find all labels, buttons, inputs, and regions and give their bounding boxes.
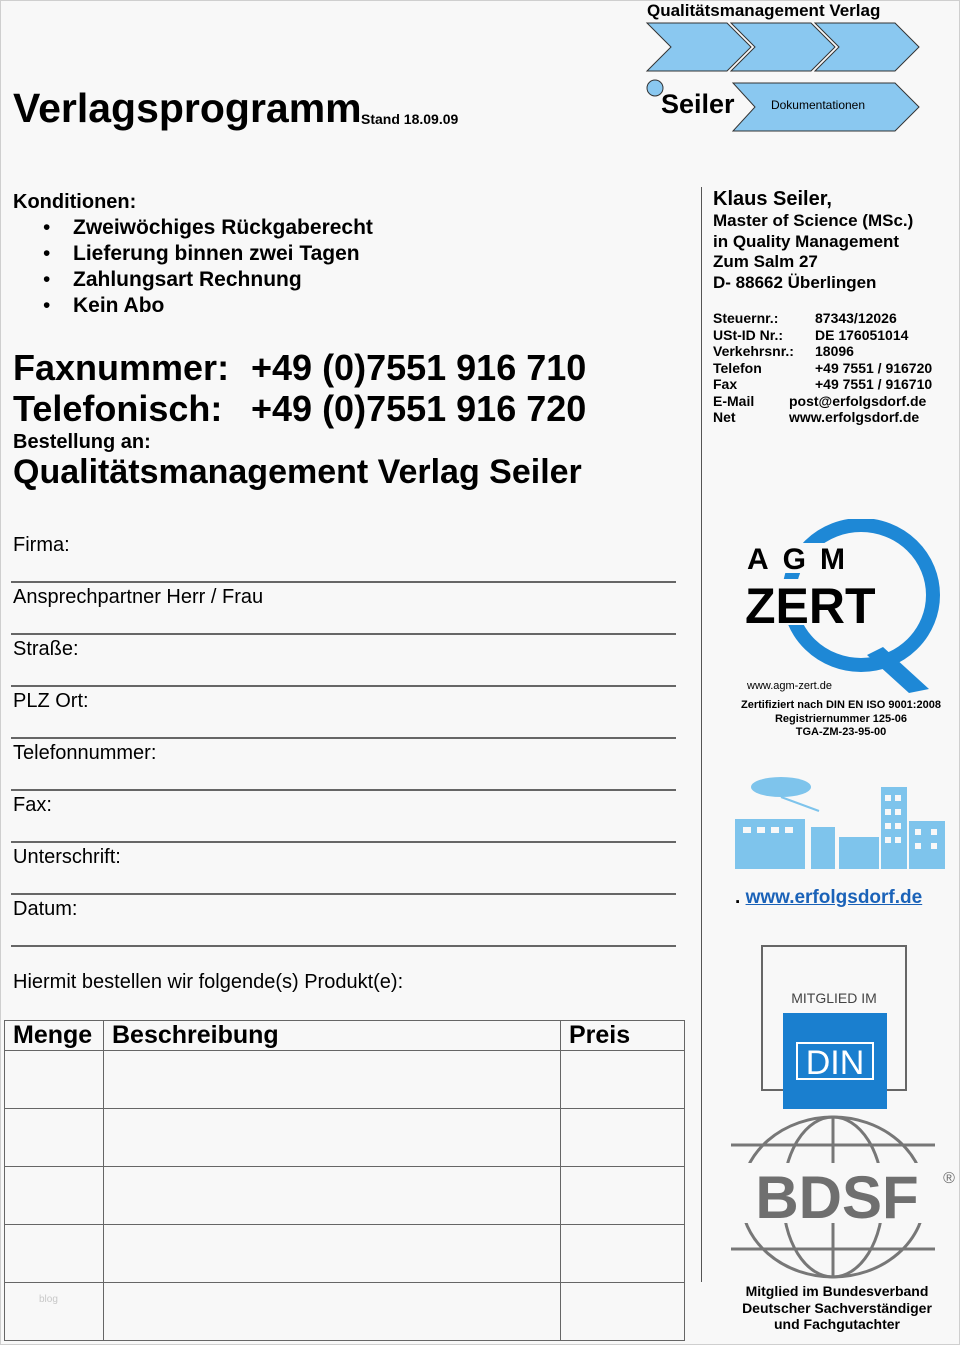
field-label: PLZ Ort: [13,690,89,712]
cert-line: TGA-ZM-23-95-00 [795,726,887,738]
price-cell[interactable] [561,1225,685,1283]
company-info [713,310,933,426]
svg-text:BDSF: BDSF [755,1164,919,1231]
info-label: E-Mail [713,392,755,409]
table-row [5,1283,685,1341]
conditions-section [13,189,373,319]
info-row [713,392,927,410]
info-value: DE 176051014 [815,326,909,343]
description-cell[interactable] [104,1283,561,1341]
table-row [5,1109,685,1167]
brand-logo [641,1,941,141]
quantity-cell[interactable] [5,1167,104,1225]
table-row [5,1167,685,1225]
col-menge: Menge [5,1021,104,1051]
svg-text:DIN: DIN [805,1044,865,1082]
erfolgsdorf-city-graphic [735,771,947,881]
table-header-row [5,1021,685,1051]
price-cell[interactable] [561,1051,685,1109]
field-label: Datum: [13,898,78,920]
fax-row [13,347,586,389]
col-beschreibung: Beschreibung [104,1021,561,1051]
quantity-cell[interactable] [5,1109,104,1167]
info-label: Verkehrsnr.: [713,343,794,359]
phone-number: +49 (0)7551 916 720 [251,388,587,429]
bdsf-caption-line: Mitglied im Bundesverband [745,1283,929,1299]
order-intro: Hiermit bestellen wir folgende(s) Produkt(e): [13,971,404,993]
info-label: Fax [713,376,738,392]
bdsf-caption-line: Deutscher Sachverständiger [742,1299,932,1316]
info-label: Net [713,409,736,425]
quantity-cell[interactable] [5,1051,104,1109]
condition-item: • Lieferung binnen zwei Tagen [73,241,373,267]
table-row [5,1225,685,1283]
info-label: USt-ID Nr.: [713,326,783,343]
city-skyline-icon [735,771,947,881]
table-row [5,1051,685,1109]
svg-text:www.agm-zert.de: www.agm-zert.de [747,680,832,692]
doc-label: Dokumentationen [770,98,866,112]
field-label: Ansprechpartner Herr / Frau [13,586,264,608]
quantity-cell[interactable] [5,1225,104,1283]
fax-number: +49 (0)7551 916 710 [251,347,587,388]
phone-field[interactable] [11,737,676,791]
info-value: post@erfolgsdorf.de [789,392,927,409]
field-label: Fax: [13,794,52,816]
din-logo-graphic [761,945,907,1111]
field-label: Unterschrift: [13,846,121,868]
agm-certification [721,699,960,740]
svg-text:AGM: AGM [747,543,859,576]
description-cell[interactable] [104,1051,561,1109]
info-row [713,409,920,426]
info-row [713,326,909,344]
street-field[interactable] [11,633,676,687]
info-row [713,310,897,327]
info-value: 87343/12026 [815,310,897,326]
din-member-badge [761,945,907,1111]
agm-zert-logo [733,519,945,695]
cert-line: Zertifiziert nach DIN EN ISO 9001:2008 [741,699,941,711]
description-cell[interactable] [104,1109,561,1167]
info-value: +49 7551 / 916720 [815,359,933,376]
info-label: Telefon [713,359,762,376]
link-prefix: . [735,887,741,908]
bdsf-logo [729,1115,959,1279]
price-cell[interactable] [561,1283,685,1341]
info-row [713,359,933,377]
erfolgsdorf-url[interactable]: www.erfolgsdorf.de [745,887,923,908]
brand-name: Seiler [661,89,735,119]
stand-date: Stand 18.09.09 [361,111,459,127]
description-cell[interactable] [104,1225,561,1283]
address-line: Zum Salm 27 [713,252,818,271]
field-label: Firma: [13,534,70,556]
phone-row [13,388,586,430]
address-line: D- 88662 Überlingen [713,272,877,292]
brand-title: Qualitätsmanagement Verlag [647,1,881,20]
svg-text:MITGLIED IM: MITGLIED IM [791,990,877,1006]
page-title: Verlagsprogramm [13,85,362,131]
fax-field[interactable] [11,789,676,843]
bdsf-caption [717,1283,957,1333]
info-row [713,376,933,393]
conditions-title: Konditionen: [13,191,137,213]
price-cell[interactable] [561,1109,685,1167]
brand-arrows-graphic [641,1,941,141]
svg-text:ZERT: ZERT [745,578,876,634]
condition-item: • Zweiwöchiges Rückgaberecht [73,215,373,241]
condition-item: • Zahlungsart Rechnung [73,267,373,293]
field-label: Straße: [13,638,79,660]
erfolgsdorf-link[interactable] [735,887,922,909]
fax-label: Faxnummer: [13,347,230,388]
address-line: in Quality Management [713,231,900,251]
phone-label: Telefonisch: [13,388,223,429]
address-block [713,187,913,293]
info-value: 18096 [815,343,854,359]
description-cell[interactable] [104,1167,561,1225]
condition-item: • Kein Abo [73,293,373,319]
process-arrow-1 [647,23,751,71]
order-label: Bestellung an: [13,431,151,453]
bdsf-caption-line: und Fachgutachter [773,1316,900,1332]
price-cell[interactable] [561,1167,685,1225]
address-line: Master of Science (MSc.) [713,211,914,230]
info-value: www.erfolgsdorf.de [789,409,920,425]
quantity-cell[interactable] [5,1283,104,1341]
zip-city-field[interactable] [11,685,676,739]
info-value: +49 7551 / 916710 [815,376,933,392]
bdsf-globe-graphic [729,1115,959,1279]
info-row [713,343,854,360]
conditions-list [13,215,373,319]
column-divider [701,187,702,1282]
info-label: Steuernr.: [713,310,779,326]
order-table [4,1020,685,1341]
field-label: Telefonnummer: [13,742,157,764]
svg-text:®: ® [943,1170,955,1187]
watermark: blog [39,1294,58,1305]
contact-person-field[interactable] [11,581,676,635]
address-name: Klaus Seiler, [713,188,832,210]
firma-field[interactable] [11,529,676,583]
signature-field[interactable] [11,841,676,895]
date-field[interactable] [11,893,676,947]
agm-zert-graphic [733,519,945,695]
cert-line: Registriernummer 125-06 [774,712,908,725]
col-preis: Preis [561,1021,685,1051]
order-company: Qualitätsmanagement Verlag Seiler [13,453,582,491]
